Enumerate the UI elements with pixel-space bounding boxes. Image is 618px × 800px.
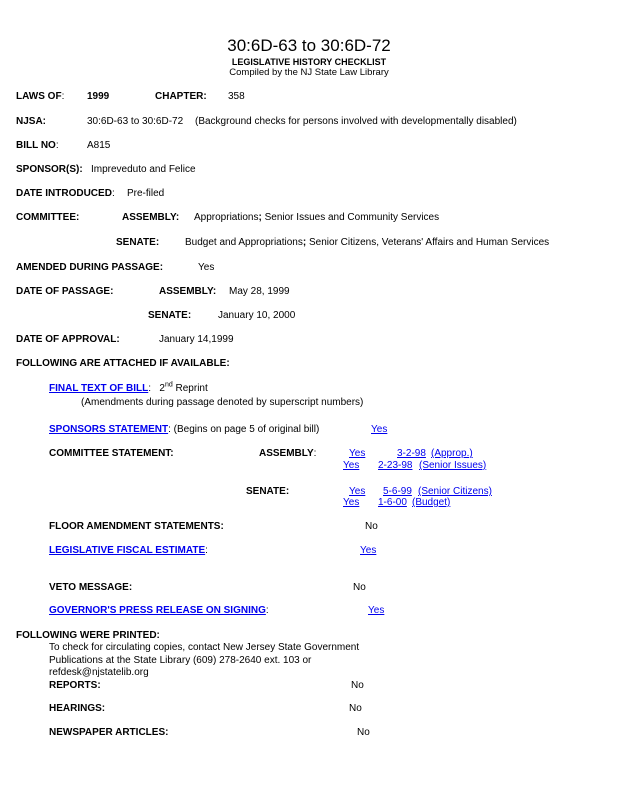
laws-of-value: 1999 — [87, 91, 110, 102]
fiscal-estimate-link[interactable]: LEGISLATIVE FISCAL ESTIMATE — [49, 545, 206, 556]
assembly-statement-yes-link[interactable]: Yes — [349, 448, 366, 459]
fiscal-estimate-row: LEGISLATIVE FISCAL ESTIMATE: — [49, 545, 208, 556]
senate-statement-note-link[interactable]: (Senior Citizens) — [418, 486, 492, 497]
committee-label: COMMITTEE: — [16, 212, 80, 223]
laws-of-label: LAWS OF: — [16, 91, 65, 102]
senate-statement-date-link[interactable]: 5-6-99 — [383, 486, 412, 497]
newspaper-value: No — [357, 727, 370, 738]
committee-senate-label: SENATE: — [116, 237, 160, 248]
date-of-approval-value: January 14,1999 — [159, 334, 234, 345]
bill-no-label: BILL NO: — [16, 140, 59, 151]
date-introduced-label: DATE INTRODUCED: — [16, 188, 115, 199]
floor-amendment-value: No — [365, 521, 378, 532]
date-introduced-value: Pre-filed — [127, 188, 165, 199]
chapter-value: 358 — [228, 91, 245, 102]
printed-note-line2: Publications at the State Library (609) 278-2640 ext. 103 or — [49, 655, 312, 666]
final-text-link[interactable]: FINAL TEXT OF BILL — [49, 383, 149, 394]
assembly-statement-date-link[interactable]: 3-2-98 — [397, 448, 426, 459]
njsa-value: 30:6D-63 to 30:6D-72 — [87, 116, 184, 127]
assembly-statement-yes-link[interactable]: Yes — [343, 460, 360, 471]
senate-statement-yes-link[interactable]: Yes — [349, 486, 366, 497]
hearings-value: No — [349, 703, 362, 714]
njsa-description: (Background checks for persons involved with developmentally disabled) — [195, 116, 517, 127]
njsa-label: NJSA: — [16, 116, 47, 127]
committee-assembly-label: ASSEMBLY: — [122, 212, 180, 223]
final-text-row: FINAL TEXT OF BILL: 2nd Reprint — [49, 381, 208, 394]
date-of-approval-label: DATE OF APPROVAL: — [16, 334, 120, 345]
compiled-by: Compiled by the NJ State Law Library — [229, 67, 389, 78]
passage-senate-value: January 10, 2000 — [218, 310, 296, 321]
printed-note-line1: To check for circulating copies, contact New Jersey State Government — [49, 642, 360, 653]
floor-amendment-label: FLOOR AMENDMENT STATEMENTS: — [49, 521, 224, 532]
reports-value: No — [351, 680, 364, 691]
sponsors-label: SPONSOR(S): — [16, 164, 83, 175]
press-release-link[interactable]: GOVERNOR'S PRESS RELEASE ON SIGNING — [49, 605, 266, 616]
committee-assembly-value: Appropriations; Senior Issues and Community Services — [194, 212, 440, 223]
chapter-label: CHAPTER: — [155, 91, 207, 102]
attached-heading: FOLLOWING ARE ATTACHED IF AVAILABLE: — [16, 358, 230, 369]
committee-statement-senate-label: SENATE: — [246, 486, 290, 497]
passage-senate-label: SENATE: — [148, 310, 192, 321]
passage-assembly-label: ASSEMBLY: — [159, 286, 217, 297]
committee-statement-label: COMMITTEE STATEMENT: — [49, 448, 174, 459]
press-release-yes-link[interactable]: Yes — [368, 605, 385, 616]
amended-label: AMENDED DURING PASSAGE: — [16, 262, 164, 273]
amended-value: Yes — [198, 262, 215, 273]
veto-value: No — [353, 582, 366, 593]
printed-heading: FOLLOWING WERE PRINTED: — [16, 630, 160, 641]
committee-senate-value: Budget and Appropriations; Senior Citizens, Veterans' Affairs and Human Services — [185, 237, 550, 248]
senate-statement-note-link[interactable]: (Budget) — [412, 497, 451, 508]
passage-assembly-value: May 28, 1999 — [229, 286, 290, 297]
committee-statement-assembly-label: ASSEMBLY: — [259, 448, 317, 459]
senate-statement-yes-link[interactable]: Yes — [343, 497, 360, 508]
newspaper-label: NEWSPAPER ARTICLES: — [49, 727, 169, 738]
veto-label: VETO MESSAGE: — [49, 582, 133, 593]
hearings-label: HEARINGS: — [49, 703, 106, 714]
assembly-statement-note-link[interactable]: (Approp.) — [431, 448, 473, 459]
bill-no-value: A815 — [87, 140, 111, 151]
final-text-note: (Amendments during passage denoted by superscript numbers) — [81, 397, 364, 408]
printed-note-line3: refdesk@njstatelib.org — [49, 667, 149, 678]
sponsors-statement-link[interactable]: SPONSORS STATEMENT — [49, 424, 169, 435]
date-of-passage-label: DATE OF PASSAGE: — [16, 286, 114, 297]
sponsors-statement-row: SPONSORS STATEMENT: (Begins on page 5 of original bill) — [49, 424, 320, 435]
sponsors-statement-yes-link[interactable]: Yes — [371, 424, 388, 435]
press-release-row: GOVERNOR'S PRESS RELEASE ON SIGNING: — [49, 605, 269, 616]
document-title: 30:6D-63 to 30:6D-72 — [227, 36, 391, 55]
document-subtitle: LEGISLATIVE HISTORY CHECKLIST — [231, 57, 387, 67]
reports-label: REPORTS: — [49, 680, 101, 691]
sponsors-value: Impreveduto and Felice — [91, 164, 196, 175]
senate-statement-date-link[interactable]: 1-6-00 — [378, 497, 407, 508]
fiscal-estimate-yes-link[interactable]: Yes — [360, 545, 377, 556]
assembly-statement-note-link[interactable]: (Senior Issues) — [419, 460, 487, 471]
assembly-statement-date-link[interactable]: 2-23-98 — [378, 460, 413, 471]
